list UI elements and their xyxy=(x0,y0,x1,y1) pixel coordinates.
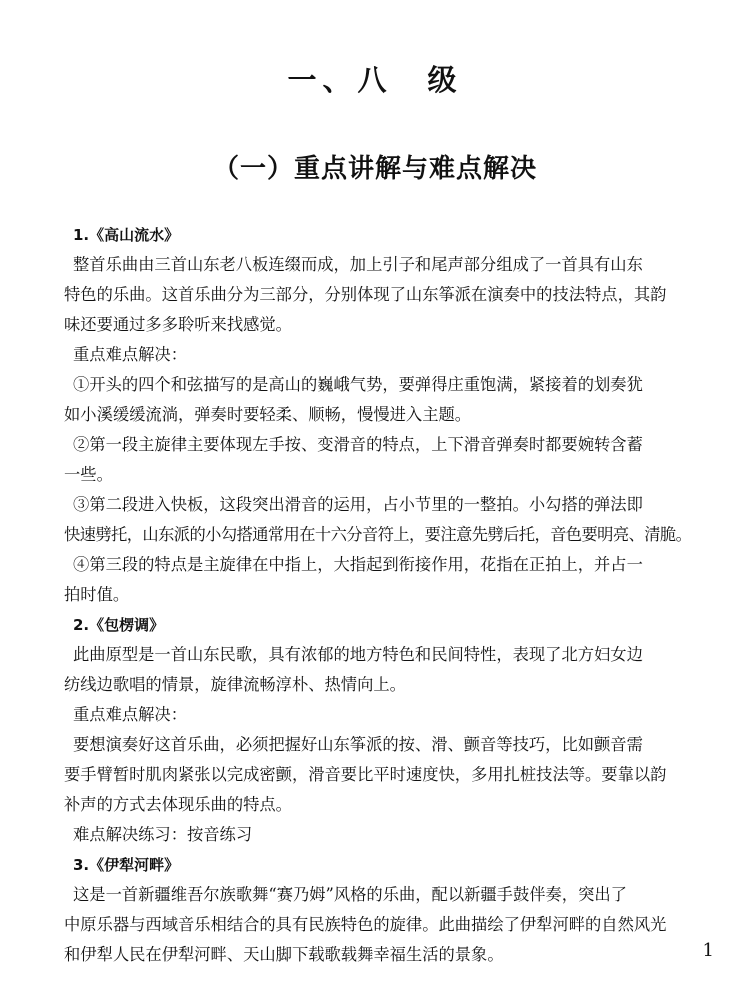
text-line: 这是一首新疆维吾尔族歌舞“赛乃姆”风格的乐曲，配以新疆手鼓伴奏，突出了 xyxy=(73,885,627,904)
text-line: 重点难点解决： xyxy=(73,345,187,364)
text-line: 和伊犁人民在伊犁河畔、天山脚下载歌载舞幸福生活的景象。 xyxy=(64,945,504,964)
piece-heading: 1.《高山流水》 xyxy=(73,226,180,244)
text-line: 味还要通过多多聆听来找感觉。 xyxy=(64,315,292,334)
text-line: ④第三段的特点是主旋律在中指上，大指起到衔接作用，花指在正拍上，并占一 xyxy=(73,555,643,574)
text-line: 重点难点解决： xyxy=(73,705,187,724)
text-line: ②第一段主旋律主要体现左手按、变滑音的特点，上下滑音弹奏时都要婉转含蓄 xyxy=(73,435,643,454)
text-line: 要想演奏好这首乐曲，必须把握好山东筝派的按、滑、颤音等技巧，比如颤音需 xyxy=(73,735,643,754)
text-line: 难点解决练习：按音练习 xyxy=(73,825,253,844)
text-line: 补声的方式去体现乐曲的特点。 xyxy=(64,795,292,814)
text-line: 整首乐曲由三首山东老八板连缀而成，加上引子和尾声部分组成了一首具有山东 xyxy=(73,255,643,274)
text-line: 纺线边歌唱的情景，旋律流畅淳朴、热情向上。 xyxy=(64,675,406,694)
piece-heading: 2.《包楞调》 xyxy=(73,616,165,634)
text-line: 如小溪缓缓流淌，弹奏时要轻柔、顺畅，慢慢进入主题。 xyxy=(64,405,472,424)
text-line: 快速劈托，山东派的小勾搭通常用在十六分音符上，要注意先劈后托，音色要明亮、清脆。 xyxy=(64,525,692,544)
page-number: 1 xyxy=(702,940,714,961)
text-line: 此曲原型是一首山东民歌，具有浓郁的地方特色和民间特性，表现了北方妇女边 xyxy=(73,645,643,664)
chapter-title: 一、八 级 xyxy=(287,63,463,97)
text-line: 要手臂暂时肌肉紧张以完成密颤，滑音要比平时速度快，多用扎桩技法等。要靠以韵 xyxy=(64,765,667,784)
text-line: 一些。 xyxy=(64,465,113,484)
piece-heading: 3.《伊犁河畔》 xyxy=(73,856,180,874)
body-text xyxy=(64,220,696,970)
text-line: ①开头的四个和弦描写的是高山的巍峨气势，要弹得庄重饱满，紧接着的划奏犹 xyxy=(73,375,643,394)
text-line: 拍时值。 xyxy=(64,585,130,604)
text-line: 中原乐器与西域音乐相结合的具有民族特色的旋律。此曲描绘了伊犁河畔的自然风光 xyxy=(64,915,667,934)
text-line: 特色的乐曲。这首乐曲分为三部分，分别体现了山东筝派在演奏中的技法特点，其韵 xyxy=(64,285,667,304)
section-title: （一）重点讲解与难点解决 xyxy=(212,154,537,184)
text-line: ③第二段进入快板，这段突出滑音的运用，占小节里的一整拍。小勾搭的弹法即 xyxy=(73,495,643,514)
